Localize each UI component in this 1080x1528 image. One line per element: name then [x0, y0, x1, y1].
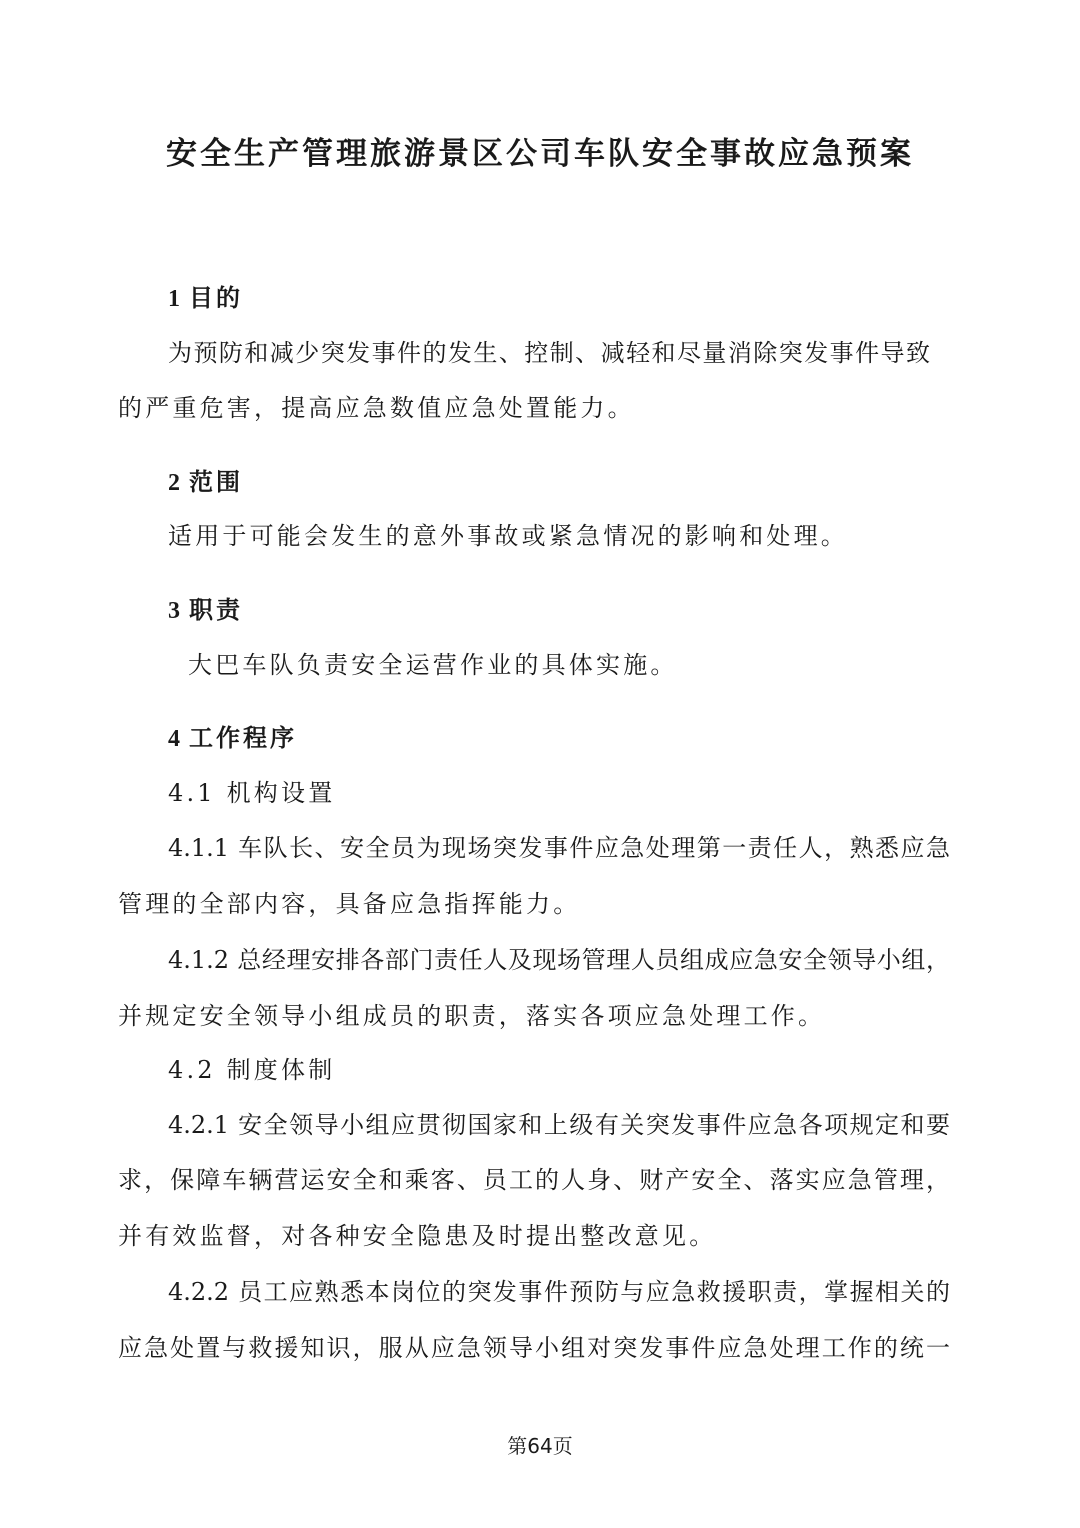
section-title: 职责	[189, 595, 243, 624]
paragraph-line: 并有效监督，对各种安全隐患及时提出整改意见。	[118, 1222, 717, 1250]
paragraph-line: 4.2.2 员工应熟悉本岗位的突发事件预防与应急救援职责，掌握相关的	[168, 1278, 950, 1306]
paragraph-line: 适用于可能会发生的意外事故或紧急情况的影响和处理。	[168, 522, 848, 550]
page-title: 安全生产管理旅游景区公司车队安全事故应急预案	[166, 136, 914, 172]
section-heading-3	[168, 590, 243, 625]
paragraph-line: 4.1.2 总经理安排各部门责任人及现场管理人员组成应急安全领导小组，	[168, 946, 950, 974]
section-number: 2	[168, 470, 183, 496]
section-title: 范围	[189, 467, 243, 496]
paragraph-line: 的严重危害，提高应急数值应急处置能力。	[118, 394, 635, 422]
paragraph-line: 4.1.1 车队长、安全员为现场突发事件应急处理第一责任人，熟悉应急	[168, 834, 950, 862]
section-title: 工作程序	[189, 723, 297, 752]
page-number: 第64页	[507, 1434, 573, 1458]
section-heading-2	[168, 462, 243, 497]
section-number: 3	[168, 598, 183, 624]
section-number: 4	[168, 726, 183, 752]
paragraph-line: 并规定安全领导小组成员的职责，落实各项应急处理工作。	[118, 1002, 826, 1030]
section-title: 目的	[189, 283, 243, 312]
subsection-heading-4-1: 4.1 机构设置	[168, 779, 336, 807]
section-heading-1	[168, 278, 243, 313]
subsection-heading-4-2: 4.2 制度体制	[168, 1056, 336, 1084]
paragraph-line: 管理的全部内容，具备应急指挥能力。	[118, 890, 581, 918]
paragraph-line: 求，保障车辆营运安全和乘客、员工的人身、财产安全、落实应急管理，	[118, 1166, 950, 1194]
section-number: 1	[168, 286, 183, 312]
paragraph-line: 4.2.1 安全领导小组应贯彻国家和上级有关突发事件应急各项规定和要	[168, 1111, 950, 1139]
section-heading-4	[168, 718, 297, 753]
paragraph-line: 应急处置与救援知识，服从应急领导小组对突发事件应急处理工作的统一	[118, 1334, 950, 1362]
paragraph-line: 为预防和减少突发事件的发生、控制、减轻和尽量消除突发事件导致	[168, 339, 930, 367]
paragraph-line: 大巴车队负责安全运营作业的具体实施。	[188, 651, 678, 679]
